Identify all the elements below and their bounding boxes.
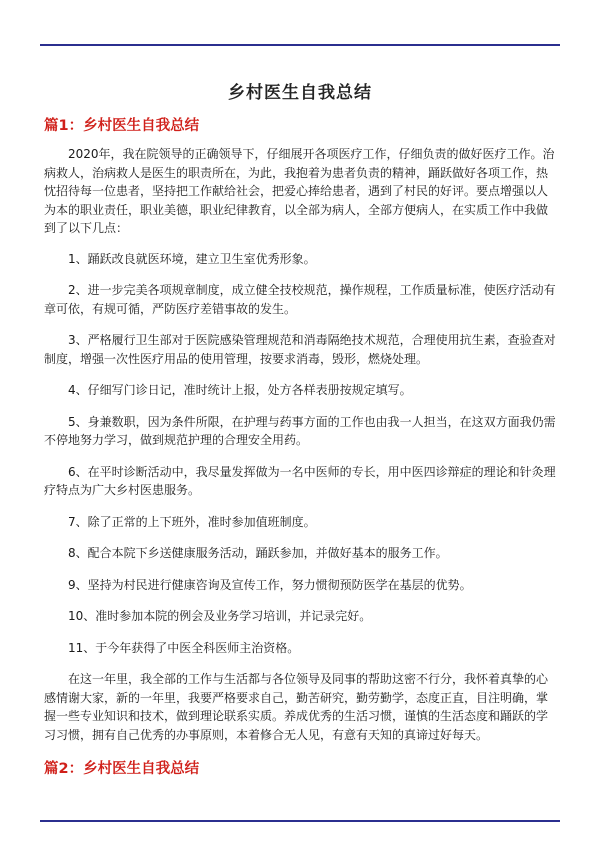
list-item: 9、坚持为村民进行健康咨询及宣传工作，努力惯彻预防医学在基层的优势。 <box>68 577 472 592</box>
intro-paragraph: 2020年，我在院领导的正确领导下，仔细展开各项医疗工作，仔细负责的做好医疗工作。治病救人，治病救人是医生的职责所在，为此，我抱着为患者负责的精神，踊跃做好各项工作，热忱招待每一位患者，坚持把工作献给社会，把爱心捧给患者，遇到了村民的好评。要点增强以人为本的职业责任，职业美德，职业纪律教育，以全部为病人，全部方便病人，在实质工作中我做到了以下几点： <box>44 147 555 235</box>
top-rule <box>40 44 560 46</box>
list-item: 3、严格履行卫生部对于医院感染管理规范和消毒隔绝技术规范，合理使用抗生素，查验查对制度，增强一次性医疗用品的使用管理，按要求消毒，毁形，燃烧处理。 <box>44 333 556 366</box>
list-item: 1、踊跃改良就医环境，建立卫生室优秀形象。 <box>68 251 316 266</box>
bottom-rule <box>40 820 560 822</box>
list-item: 7、除了正常的上下班外，准时参加值班制度。 <box>68 514 316 529</box>
list-item: 4、仔细写门诊日记，准时统计上报，处方各样表册按规定填写。 <box>68 383 412 397</box>
list-item: 11、于今年获得了中医全科医师主治资格。 <box>68 640 300 655</box>
section-1 <box>44 114 556 756</box>
section-2-heading: 篇2：乡村医生自我总结 <box>44 761 200 777</box>
list-item: 2、进一步完美各项规章制度，成立健全技校规范，操作规程，工作质量标准，使医疗活动有章可依，有规可循，严防医疗差错事故的发生。 <box>44 283 556 316</box>
section-1-heading: 篇1：乡村医生自我总结 <box>44 118 200 134</box>
list-item: 5、身兼数职，因为条件所限，在护理与药事方面的工作也由我一人担当，在这双方面我仍需不停地努力学习，做到规范护理的合理安全用药。 <box>44 414 556 447</box>
section-2 <box>44 757 199 788</box>
list-item: 8、配合本院下乡送健康服务活动，踊跃参加，并做好基本的服务工作。 <box>68 546 448 560</box>
closing-paragraph: 在这一年里，我全部的工作与生活都与各位领导及同事的帮助这密不行分，我怀着真挚的心感情谢大家，新的一年里，我要严格要求自己，勤苦研究，勤劳勤学，态度正直，目注明确，掌握一些专业知识和技术，做到理论联系实质。养成优秀的生活习惯，谨慎的生活态度和踊跃的学习习惯，拥有自己优秀的办事原则，本着修合无人见，有意有天知的真谛过好每天。 <box>44 672 549 742</box>
page-title: 乡村医生自我总结 <box>228 83 372 103</box>
list-item: 10、准时参加本院的例会及业务学习培训，并记录完好。 <box>68 609 372 623</box>
list-item: 6、在平时诊断活动中，我尽量发挥做为一名中医师的专长，用中医四诊辩症的理论和针灸理疗特点为广大乡村医患服务。 <box>44 464 556 497</box>
